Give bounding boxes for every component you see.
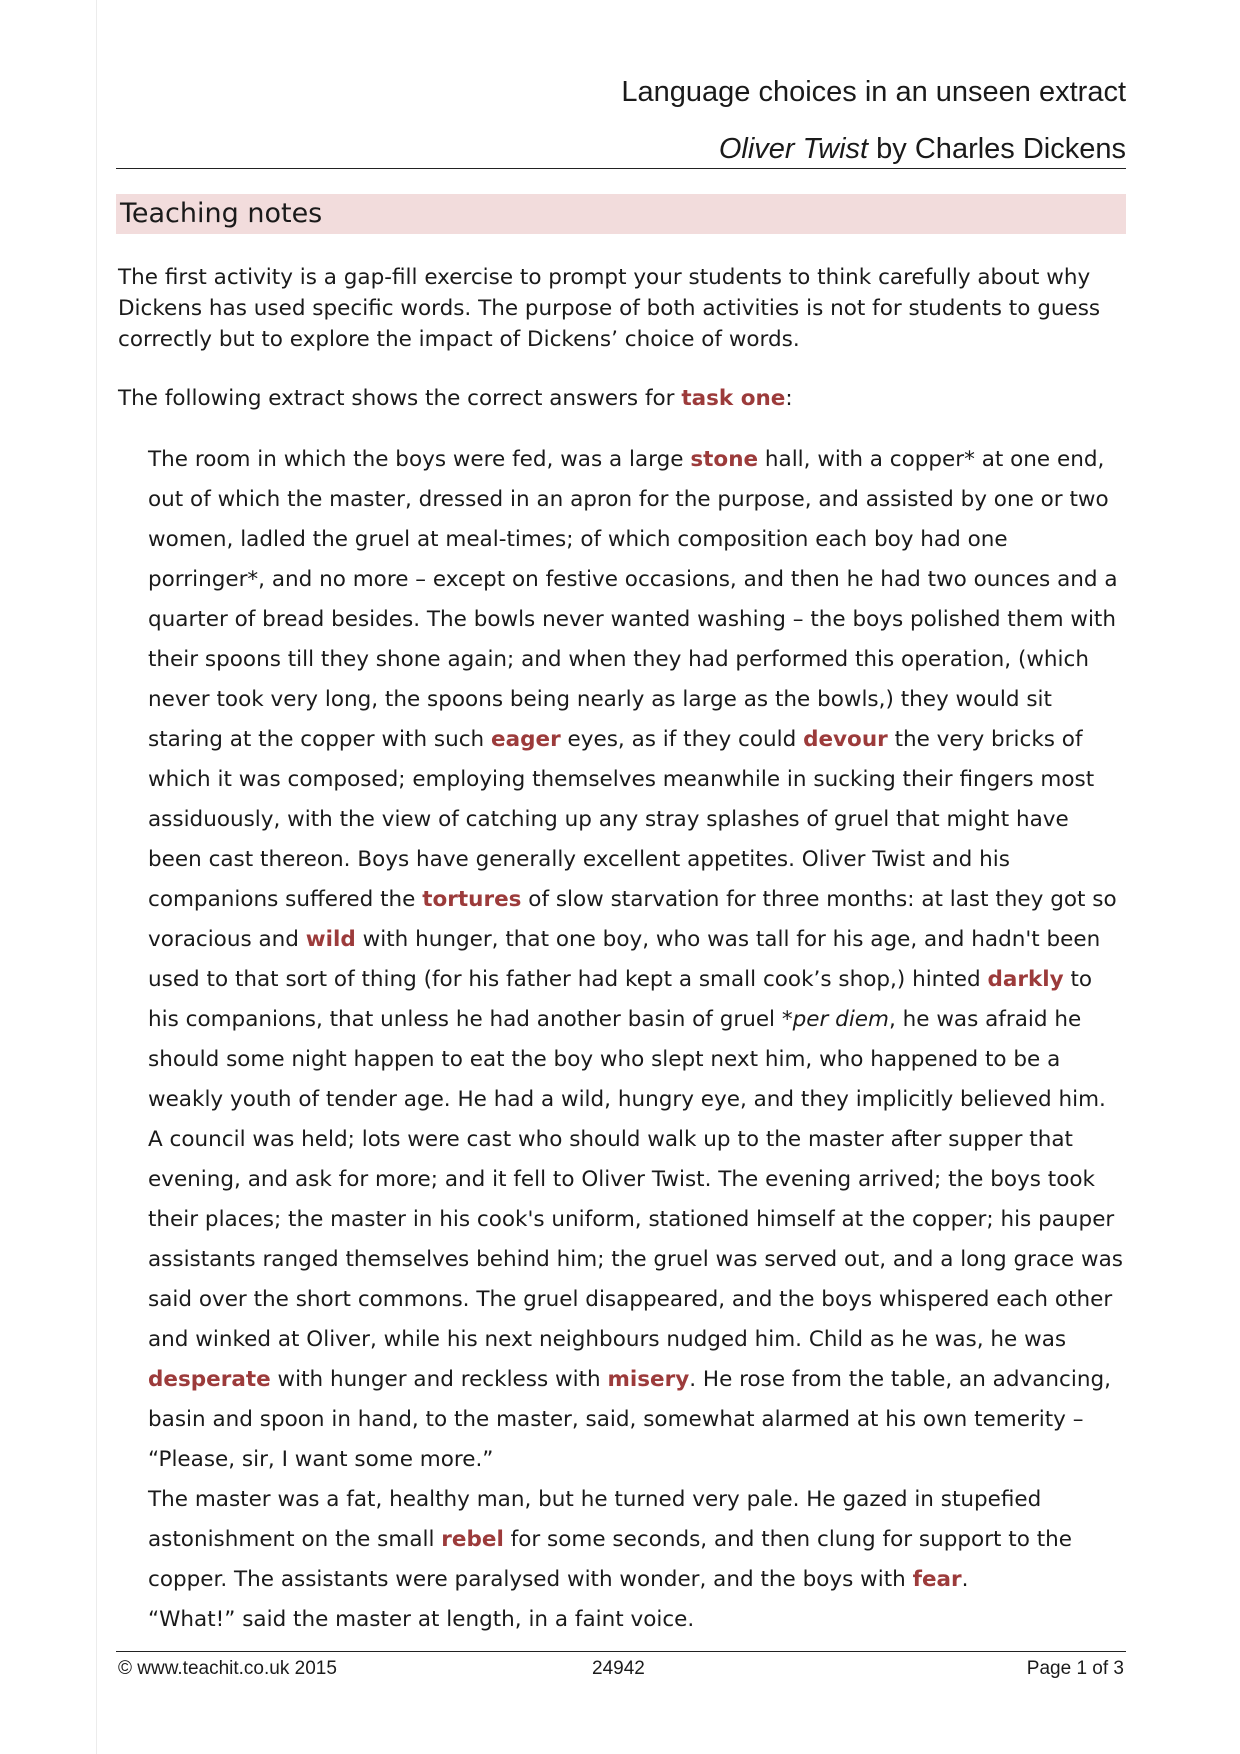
section-title: Teaching notes xyxy=(120,198,323,229)
extract-text: “What!” said the master at length, in a faint voice. xyxy=(148,1607,695,1632)
page-edge xyxy=(96,0,97,1754)
section-heading-bar xyxy=(116,194,1126,234)
answer-word: tortures xyxy=(422,887,522,912)
author-byline: by Charles Dickens xyxy=(868,133,1126,165)
document-subtitle xyxy=(116,129,1126,169)
extract-text: hall, with a copper* at one end, out of which the master, dressed in an apron for the purpose, and assisted by one or two women, ladled the gruel at meal-times; of which composition each boy had one porringer*, and no more – except on festive occasions, and then he had two ounces and a quarter of bread besides. The bowls never wanted washing – the boys polished them with their spoons till they shone again; and when they had performed this operation, (which never took very long, the spoons being nearly as large as the bowls,) they would sit staring at the copper with such xyxy=(148,447,1118,752)
answer-word: fear xyxy=(912,1567,962,1592)
footer-divider xyxy=(116,1651,1126,1652)
book-title: Oliver Twist xyxy=(718,133,869,165)
answer-word: stone xyxy=(690,447,759,472)
extract-text: The master was a fat, healthy man, but he turned very pale. He gazed in stupefied astonishment on the small xyxy=(148,1487,1042,1552)
extract-text: of slow starvation for three months: at last they got so voracious and xyxy=(148,887,1117,952)
extract-text: . xyxy=(961,1567,969,1592)
extract-text: for some seconds, and then clung for support to the copper. The assistants were paralysed with wonder, and the boys with xyxy=(148,1527,1073,1592)
extract-text: eyes, as if they could xyxy=(560,727,804,752)
extract-passage xyxy=(148,440,1126,1640)
page-number: Page 1 of 3 xyxy=(1026,1658,1124,1679)
answer-word: rebel xyxy=(441,1527,504,1552)
extract-text: with hunger, that one boy, who was tall for his age, and hadn't been used to that sort of thing (for his father had kept a small cook’s shop,) hinted xyxy=(148,927,1101,992)
document-header xyxy=(116,72,1126,169)
answer-word: misery xyxy=(607,1367,690,1392)
extract-paragraph xyxy=(148,1600,1126,1640)
extract-text: with hunger and reckless with xyxy=(270,1367,608,1392)
document-footer xyxy=(116,1656,1126,1682)
extract-text: the very bricks of which it was composed; employing themselves meanwhile in sucking their fingers most assiduously, with the view of catching up any stray splashes of gruel that might have been cast thereon. Boys have generally excellent appetites. Oliver Twist and his companions suffered the xyxy=(148,727,1095,912)
extract-paragraph xyxy=(148,440,1126,1440)
extract-paragraph xyxy=(148,1480,1126,1600)
answer-word: desperate xyxy=(148,1367,271,1392)
document-title: Language choices in an unseen extract xyxy=(621,76,1126,108)
header-divider xyxy=(116,168,1126,169)
italic-phrase: per diem xyxy=(792,1007,889,1032)
intro-paragraph: The first activity is a gap-fill exercise to prompt your students to think carefully about why Dickens has used specific words. The purpose of both activities is not for students to guess correctly but to explore the impact of Dickens’ choice of words. xyxy=(118,265,1101,352)
lead-text: The following extract shows the correct answers for xyxy=(118,386,682,411)
lead-paragraph xyxy=(118,383,793,414)
copyright-text: © www.teachit.co.uk 2015 xyxy=(118,1658,337,1679)
answer-word: devour xyxy=(803,727,888,752)
answer-word: wild xyxy=(305,927,356,952)
extract-text: The room in which the boys were fed, was a large xyxy=(148,447,691,472)
task-one-highlight: task one xyxy=(681,386,786,411)
lead-end: : xyxy=(785,386,793,411)
extract-text: “Please, sir, I want some more.” xyxy=(148,1447,494,1472)
answer-word: darkly xyxy=(987,967,1064,992)
extract-text: , he was afraid he should some night happen to eat the boy who slept next him, who happened to be a weakly youth of tender age. He had a wild, hungry eye, and they implicitly believed him. A council was held; lots were cast who should walk up to the master after supper that evening, and ask for more; and it fell to Oliver Twist. The evening arrived; the boys took their places; the master in his cook's uniform, stationed himself at the copper; his pauper assistants ranged themselves behind him; the gruel was served out, and a long grace was said over the short commons. The gruel disappeared, and the boys whispered each other and winked at Oliver, while his next neighbours nudged him. Child as he was, he was xyxy=(148,1007,1123,1352)
extract-text: . He rose from the table, an advancing, basin and spoon in hand, to the master, said, somewhat alarmed at his own temerity – xyxy=(148,1367,1111,1432)
answer-word: eager xyxy=(491,727,561,752)
resource-code: 24942 xyxy=(592,1658,645,1679)
extract-paragraph xyxy=(148,1440,1126,1480)
extract-text: to his companions, that unless he had another basin of gruel * xyxy=(148,967,1093,1032)
